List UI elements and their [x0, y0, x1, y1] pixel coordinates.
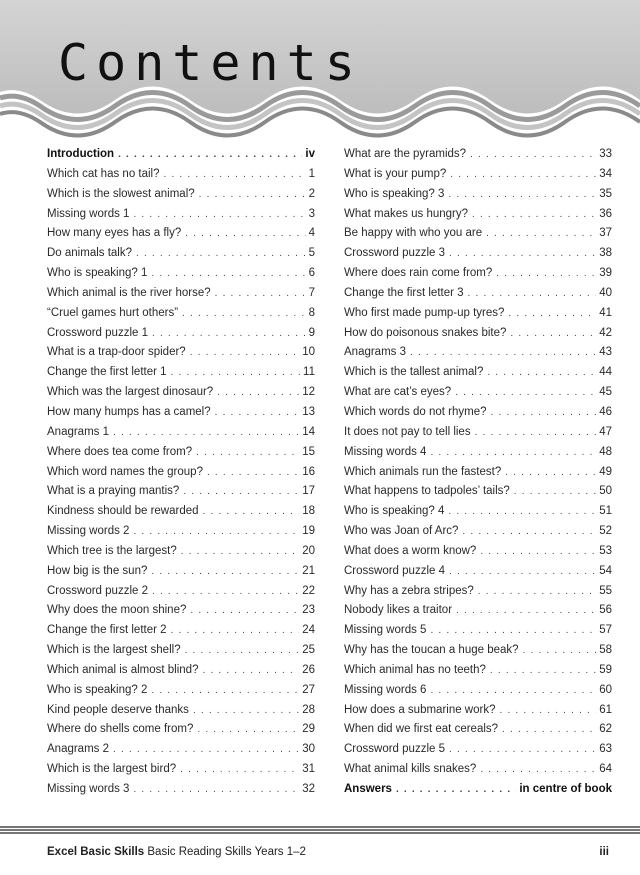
toc-entry-page: 30	[302, 743, 315, 756]
toc-leader-dots	[118, 149, 302, 160]
toc-entry-title: Change the first letter 2	[47, 624, 167, 637]
toc-leader-dots	[185, 645, 300, 656]
toc-entry	[344, 287, 612, 307]
toc-entry	[47, 704, 315, 724]
toc-entry	[344, 545, 612, 565]
toc-entry-title: Which words do not rhyme?	[344, 405, 487, 418]
toc-entry-page: 33	[599, 148, 612, 160]
toc-leader-dots	[470, 149, 596, 160]
toc-entry-page: 19	[302, 525, 315, 538]
toc-entry-page: 26	[302, 663, 315, 676]
footer-subtitle: Basic Reading Skills Years 1–2	[147, 846, 306, 858]
toc-entry-page: 45	[599, 386, 612, 399]
toc-entry-page: 54	[599, 564, 612, 577]
toc-entry-page: 62	[599, 723, 612, 736]
toc-entry	[344, 763, 612, 783]
toc-entry	[47, 763, 315, 783]
toc-entry-page: 61	[599, 703, 612, 716]
toc-entry	[47, 505, 315, 525]
toc-entry-title: What is a praying mantis?	[47, 485, 180, 498]
toc-entry-title: Why does the moon shine?	[47, 604, 187, 617]
toc-entry-title: What happens to tadpoles’ tails?	[344, 485, 510, 498]
toc-entry-page: 40	[599, 286, 612, 299]
toc-entry-page: 31	[302, 763, 315, 776]
toc-entry-page: 53	[599, 544, 612, 557]
toc-entry-page: 3	[308, 207, 315, 220]
toc-entry-title: Which word names the group?	[47, 465, 203, 478]
toc-entry	[47, 545, 315, 565]
toc-entry-page: 1	[308, 167, 315, 180]
toc-entry-title: What animal kills snakes?	[344, 763, 477, 776]
toc-leader-dots	[199, 189, 306, 200]
toc-entry-title: Where do shells come from?	[47, 723, 194, 736]
toc-entry	[344, 704, 612, 724]
toc-entry-title: Who is speaking? 4	[344, 505, 445, 518]
toc-leader-dots	[190, 347, 300, 358]
toc-entry-title: Missing words 5	[344, 624, 427, 637]
toc-leader-dots	[505, 467, 596, 478]
toc-leader-dots	[448, 189, 596, 200]
toc-leader-dots	[151, 685, 299, 696]
toc-entry-title: Anagrams 1	[47, 425, 110, 438]
toc-entry-title: Crossword puzzle 4	[344, 564, 445, 577]
toc-entry-page: 27	[302, 683, 315, 696]
toc-entry-page: 44	[599, 366, 612, 379]
toc-entry-title: Which animal is almost blind?	[47, 663, 199, 676]
toc-leader-dots	[410, 347, 596, 358]
toc-entry-title: How many humps has a camel?	[47, 405, 211, 418]
toc-entry-page: 48	[599, 445, 612, 458]
toc-leader-dots	[180, 764, 299, 775]
toc-entry	[344, 386, 612, 406]
toc-entry-title: What does a worm know?	[344, 544, 477, 557]
toc-entry-page: 63	[599, 743, 612, 756]
toc-entry	[47, 188, 315, 208]
toc-entry-page: 24	[302, 624, 315, 637]
toc-entry	[344, 466, 612, 486]
toc-leader-dots	[456, 605, 596, 616]
toc-leader-dots	[462, 526, 596, 537]
toc-entry-page: 39	[599, 267, 612, 280]
toc-entry-page: 56	[599, 604, 612, 617]
toc-entry-title: Missing words 2	[47, 525, 130, 538]
toc-entry-page: 13	[302, 405, 315, 418]
toc-entry	[344, 624, 612, 644]
toc-entry	[47, 743, 315, 763]
toc-entry-page: 10	[302, 346, 315, 359]
toc-entry-title: What are cat’s eyes?	[344, 386, 452, 399]
toc-entry	[47, 148, 315, 168]
toc-entry	[47, 723, 315, 743]
toc-entry-title: What makes us hungry?	[344, 207, 469, 220]
toc-entry-title: Missing words 4	[344, 445, 427, 458]
toc-entry-page: 35	[599, 187, 612, 200]
toc-entry	[344, 743, 612, 763]
toc-entry-page: 57	[599, 624, 612, 637]
toc-entry-title: Which animal has no teeth?	[344, 663, 486, 676]
toc-entry	[344, 604, 612, 624]
toc-entry	[344, 446, 612, 466]
toc-entry	[47, 327, 315, 347]
toc-entry	[47, 446, 315, 466]
toc-entry-page: 60	[599, 683, 612, 696]
toc-entry	[47, 426, 315, 446]
toc-leader-dots	[136, 248, 306, 259]
toc-entry	[47, 604, 315, 624]
toc-leader-dots	[190, 605, 299, 616]
toc-entry	[344, 406, 612, 426]
toc-entry-title: Missing words 3	[47, 783, 130, 795]
toc-entry	[47, 565, 315, 585]
toc-entry-page: 17	[302, 485, 315, 498]
toc-entry-title: How does a submarine work?	[344, 703, 496, 716]
toc-entry	[47, 624, 315, 644]
toc-entry-title: Answers	[344, 783, 392, 795]
toc-entry-page: 47	[599, 425, 612, 438]
toc-entry	[47, 346, 315, 366]
toc-leader-dots	[490, 665, 596, 676]
toc-entry	[47, 208, 315, 228]
toc-leader-dots	[523, 645, 597, 656]
toc-entry-page: in centre of book	[519, 783, 612, 795]
toc-entry-title: Where does tea come from?	[47, 445, 193, 458]
toc-entry	[344, 227, 612, 247]
toc-entry-title: Which cat has no tail?	[47, 167, 160, 180]
toc-entry-page: 58	[599, 644, 612, 657]
toc-leader-dots	[510, 328, 596, 339]
toc-leader-dots	[133, 784, 299, 795]
header-banner	[0, 0, 640, 150]
toc-entry-title: Be happy with who you are	[344, 227, 483, 240]
toc-entry	[47, 287, 315, 307]
toc-leader-dots	[496, 268, 596, 279]
toc-entry	[47, 366, 315, 386]
toc-leader-dots	[468, 288, 597, 299]
toc-leader-dots	[193, 705, 299, 716]
toc-entry-title: Kind people deserve thanks	[47, 703, 189, 716]
toc-entry	[47, 307, 315, 327]
toc-leader-dots	[396, 784, 516, 795]
toc-leader-dots	[133, 526, 299, 537]
toc-leader-dots	[207, 467, 299, 478]
toc-entry-page: 51	[599, 505, 612, 518]
toc-entry-title: Why has a zebra stripes?	[344, 584, 474, 597]
toc-leader-dots	[430, 685, 596, 696]
toc-entry-title: Nobody likes a traitor	[344, 604, 453, 617]
toc-entry-page: 4	[308, 227, 315, 240]
toc-leader-dots	[185, 228, 305, 239]
toc-leader-dots	[171, 625, 300, 636]
toc-entry-title: Change the first letter 3	[344, 286, 464, 299]
toc-entry	[344, 327, 612, 347]
toc-leader-dots	[448, 506, 596, 517]
toc-entry-title: Introduction	[47, 148, 115, 160]
toc-entry	[344, 644, 612, 664]
toc-entry	[47, 664, 315, 684]
toc-entry-title: Which animal is the river horse?	[47, 286, 211, 299]
toc-entry	[344, 247, 612, 267]
toc-leader-dots	[500, 705, 597, 716]
toc-entry-page: 42	[599, 326, 612, 339]
toc-entry-title: Who first made pump-up tyres?	[344, 306, 505, 319]
toc-entry	[47, 783, 315, 803]
toc-entry-page: 55	[599, 584, 612, 597]
toc-entry-title: Why has the toucan a huge beak?	[344, 644, 519, 657]
toc-entry-title: Which is the slowest animal?	[47, 187, 195, 200]
toc-leader-dots	[450, 169, 596, 180]
toc-entry-page: 37	[599, 227, 612, 240]
toc-entry-page: 21	[302, 564, 315, 577]
toc-entry-page: 59	[599, 663, 612, 676]
toc-entry-page: 9	[308, 326, 315, 339]
toc-entry-page: 8	[308, 306, 315, 319]
toc-entry-page: 22	[302, 584, 315, 597]
toc-leader-dots	[480, 546, 596, 557]
toc-entry	[47, 247, 315, 267]
toc-entry-title: Missing words 6	[344, 683, 427, 696]
toc-leader-dots	[215, 288, 306, 299]
toc-entry-title: It does not pay to tell lies	[344, 425, 471, 438]
toc-entry	[344, 168, 612, 188]
toc-entry-page: 28	[302, 703, 315, 716]
toc-leader-dots	[478, 586, 596, 597]
toc-entry-title: Who is speaking? 3	[344, 187, 445, 200]
toc-entry-title: Crossword puzzle 1	[47, 326, 148, 339]
toc-entry-title: What is your pump?	[344, 167, 447, 180]
toc-entry	[344, 723, 612, 743]
toc-leader-dots	[475, 427, 597, 438]
toc-entry-page: 49	[599, 465, 612, 478]
toc-entry	[47, 525, 315, 545]
toc-entry	[47, 267, 315, 287]
toc-entry	[47, 386, 315, 406]
toc-entry-title: Crossword puzzle 2	[47, 584, 148, 597]
toc-entry-title: Crossword puzzle 5	[344, 743, 445, 756]
toc-entry-title: How big is the sun?	[47, 564, 148, 577]
toc-entry	[47, 644, 315, 664]
footer-page-number: iii	[599, 846, 609, 858]
toc-entry-page: 43	[599, 346, 612, 359]
contents-right-column	[344, 148, 612, 803]
toc-entry-page: 46	[599, 405, 612, 418]
toc-entry	[344, 664, 612, 684]
toc-entry-title: Do animals talk?	[47, 247, 133, 260]
toc-leader-dots	[152, 328, 306, 339]
toc-leader-dots	[455, 387, 596, 398]
toc-leader-dots	[203, 506, 300, 517]
toc-entry	[344, 505, 612, 525]
toc-entry	[344, 208, 612, 228]
toc-entry	[344, 525, 612, 545]
toc-entry-title: Which is the tallest animal?	[344, 366, 484, 379]
toc-entry-page: 15	[302, 445, 315, 458]
toc-entry-page: 6	[308, 267, 315, 280]
toc-leader-dots	[502, 724, 596, 735]
toc-leader-dots	[151, 566, 299, 577]
footer-divider	[0, 826, 640, 835]
toc-entry-title: What are the pyramids?	[344, 148, 467, 160]
toc-entry	[47, 227, 315, 247]
footer-brand: Excel Basic Skills	[47, 846, 145, 858]
toc-leader-dots	[449, 566, 596, 577]
toc-entry-page: 5	[308, 247, 315, 260]
toc-entry-page: 52	[599, 525, 612, 538]
toc-entry-title: “Cruel games hurt others”	[47, 306, 179, 319]
toc-entry-title: What is a trap-door spider?	[47, 346, 186, 359]
toc-entry	[47, 466, 315, 486]
toc-entry	[344, 684, 612, 704]
toc-entry	[344, 366, 612, 386]
toc-entry-page: 36	[599, 207, 612, 220]
toc-entry-title: Which is the largest shell?	[47, 644, 181, 657]
toc-entry	[47, 406, 315, 426]
contents-left-column	[47, 148, 315, 803]
toc-entry-page: 23	[302, 604, 315, 617]
toc-entry-title: Anagrams 2	[47, 743, 110, 756]
toc-entry-page: 20	[302, 544, 315, 557]
toc-leader-dots	[449, 248, 596, 259]
toc-entry-page: 38	[599, 247, 612, 260]
toc-leader-dots	[181, 546, 299, 557]
toc-entry-page: 16	[302, 465, 315, 478]
toc-entry-page: 64	[599, 763, 612, 776]
toc-leader-dots	[164, 169, 306, 180]
toc-entry	[344, 783, 612, 803]
toc-leader-dots	[196, 447, 299, 458]
toc-entry	[344, 346, 612, 366]
toc-leader-dots	[171, 367, 301, 378]
toc-entry-title: Anagrams 3	[344, 346, 407, 359]
toc-entry-page: 2	[308, 187, 315, 200]
toc-entry-title: Who is speaking? 1	[47, 267, 148, 280]
toc-entry-page: 41	[599, 306, 612, 319]
toc-entry-page: 18	[302, 505, 315, 518]
toc-entry-page: 29	[302, 723, 315, 736]
toc-entry-page: 25	[302, 644, 315, 657]
toc-entry-title: Change the first letter 1	[47, 366, 167, 379]
toc-entry-title: Missing words 1	[47, 207, 130, 220]
toc-entry-title: When did we first eat cereals?	[344, 723, 499, 736]
toc-entry	[344, 307, 612, 327]
toc-leader-dots	[113, 744, 299, 755]
page-footer	[47, 846, 609, 858]
toc-leader-dots	[215, 407, 300, 418]
toc-entry-page: 34	[599, 167, 612, 180]
toc-leader-dots	[514, 486, 596, 497]
toc-entry-title: How do poisonous snakes bite?	[344, 326, 507, 339]
toc-leader-dots	[491, 407, 597, 418]
toc-entry-title: Which animals run the fastest?	[344, 465, 502, 478]
toc-leader-dots	[480, 764, 596, 775]
toc-entry	[344, 585, 612, 605]
toc-entry-title: Which tree is the largest?	[47, 544, 177, 557]
toc-entry-title: Where does rain come from?	[344, 267, 493, 280]
toc-entry	[47, 585, 315, 605]
toc-entry-title: Kindness should be rewarded	[47, 505, 199, 518]
toc-entry-title: Which was the largest dinosaur?	[47, 386, 214, 399]
toc-entry-title: Crossword puzzle 3	[344, 247, 445, 260]
toc-entry	[344, 565, 612, 585]
toc-entry-title: How many eyes has a fly?	[47, 227, 182, 240]
toc-leader-dots	[472, 209, 596, 220]
toc-leader-dots	[197, 724, 299, 735]
toc-entry-title: Which is the largest bird?	[47, 763, 177, 776]
toc-leader-dots	[430, 447, 596, 458]
toc-entry-page: 11	[303, 366, 315, 379]
toc-entry	[344, 188, 612, 208]
toc-entry	[47, 485, 315, 505]
toc-entry-title: Who was Joan of Arc?	[344, 525, 459, 538]
toc-entry-page: 32	[302, 783, 315, 795]
toc-leader-dots	[486, 228, 596, 239]
page-title: Contents	[58, 34, 363, 92]
toc-entry	[47, 168, 315, 188]
toc-entry-page: iv	[305, 148, 315, 160]
toc-entry	[344, 426, 612, 446]
toc-leader-dots	[430, 625, 596, 636]
toc-leader-dots	[202, 665, 299, 676]
toc-leader-dots	[151, 268, 305, 279]
toc-leader-dots	[182, 308, 306, 319]
toc-entry	[344, 148, 612, 168]
toc-entry-page: 7	[308, 286, 315, 299]
toc-entry-page: 14	[302, 425, 315, 438]
toc-entry-page: 50	[599, 485, 612, 498]
toc-leader-dots	[113, 427, 299, 438]
toc-leader-dots	[217, 387, 299, 398]
toc-leader-dots	[449, 744, 596, 755]
toc-entry-page: 12	[302, 386, 315, 399]
toc-leader-dots	[152, 586, 299, 597]
toc-leader-dots	[508, 308, 596, 319]
toc-leader-dots	[487, 367, 596, 378]
toc-entry	[47, 684, 315, 704]
toc-entry	[344, 485, 612, 505]
toc-entry	[344, 267, 612, 287]
toc-entry-title: Who is speaking? 2	[47, 683, 148, 696]
toc-leader-dots	[133, 209, 305, 220]
toc-leader-dots	[183, 486, 299, 497]
